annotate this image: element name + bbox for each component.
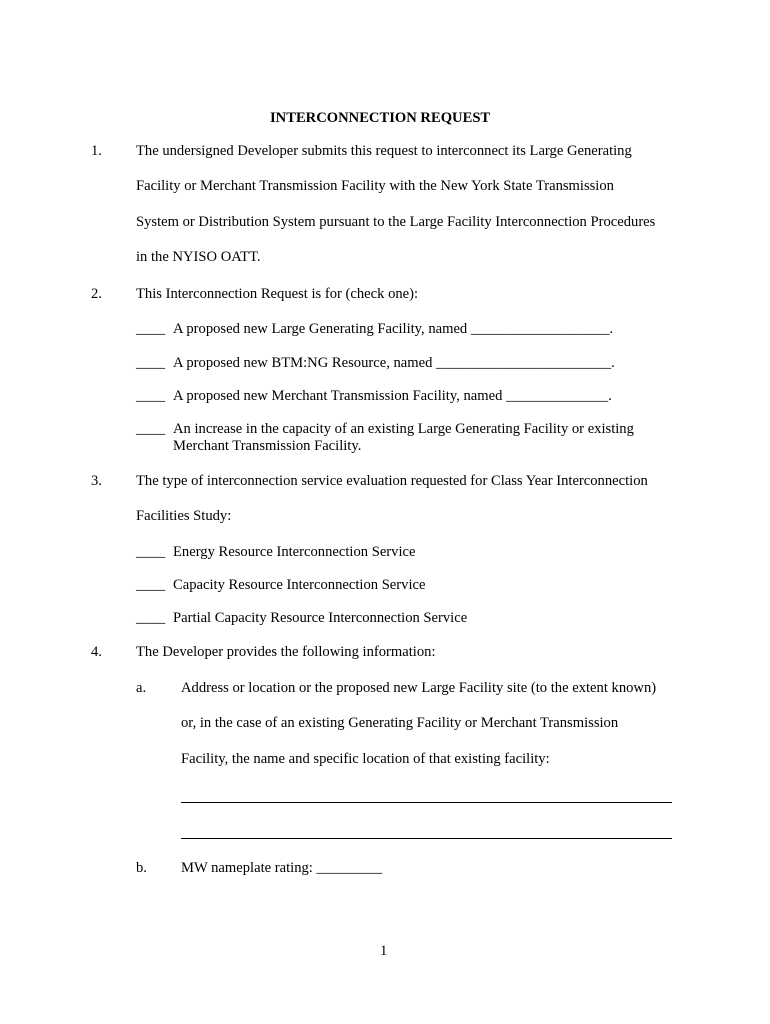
facility-location-input-line-1[interactable] [181, 802, 672, 803]
item-a-line-3: Facility, the name and specific location of that existing facility: [181, 751, 550, 767]
section-4-number: 4. [91, 644, 102, 660]
checkbox-blank-large-generating[interactable]: ____ [136, 321, 166, 337]
option-capacity-increase-line-1: An increase in the capacity of an existing Large Generating Facility or existing [173, 421, 634, 437]
option-partial-capacity-service: Partial Capacity Resource Interconnection Service [173, 610, 468, 626]
checkbox-blank-merchant-transmission[interactable]: ____ [136, 388, 166, 404]
item-a-label: a. [136, 680, 147, 696]
item-a-line-1: Address or location or the proposed new Large Facility site (to the extent known) [181, 680, 657, 696]
section-3-number: 3. [91, 473, 102, 489]
facility-location-input-line-2[interactable] [181, 838, 672, 839]
section-3-line-1: The type of interconnection service evaluation requested for Class Year Interconnection [136, 473, 648, 489]
option-capacity-resource-service: Capacity Resource Interconnection Service [173, 577, 426, 593]
checkbox-blank-btm-ng[interactable]: ____ [136, 355, 166, 371]
checkbox-blank-capacity-resource[interactable]: ____ [136, 577, 166, 593]
option-large-generating-facility: A proposed new Large Generating Facility, named ___________________. [173, 321, 614, 337]
option-capacity-increase-line-2: Merchant Transmission Facility. [173, 438, 362, 454]
option-energy-resource-service: Energy Resource Interconnection Service [173, 544, 416, 560]
checkbox-blank-capacity-increase[interactable]: ____ [136, 421, 166, 437]
section-1-number: 1. [91, 143, 102, 159]
section-2-intro: This Interconnection Request is for (check one): [136, 286, 419, 302]
item-a-line-2: or, in the case of an existing Generating Facility or Merchant Transmission [181, 715, 619, 731]
section-3-line-2: Facilities Study: [136, 508, 232, 524]
item-b-label: b. [136, 860, 147, 876]
section-1-line-1: The undersigned Developer submits this request to interconnect its Large Generating [136, 143, 632, 159]
option-merchant-transmission-facility: A proposed new Merchant Transmission Facility, named ______________. [173, 388, 612, 404]
section-1-line-3: System or Distribution System pursuant to the Large Facility Interconnection Procedures [136, 214, 656, 230]
option-btm-ng-resource: A proposed new BTM:NG Resource, named ________________________. [173, 355, 615, 371]
page-number: 1 [380, 943, 388, 959]
section-1-line-2: Facility or Merchant Transmission Facility with the New York State Transmission [136, 178, 614, 194]
section-4-intro: The Developer provides the following information: [136, 644, 436, 660]
section-1-line-4: in the NYISO OATT. [136, 249, 261, 265]
checkbox-blank-partial-capacity[interactable]: ____ [136, 610, 166, 626]
checkbox-blank-energy-resource[interactable]: ____ [136, 544, 166, 560]
section-2-number: 2. [91, 286, 102, 302]
document-title: INTERCONNECTION REQUEST [270, 110, 491, 126]
mw-nameplate-rating-field[interactable]: MW nameplate rating: _________ [181, 860, 383, 876]
